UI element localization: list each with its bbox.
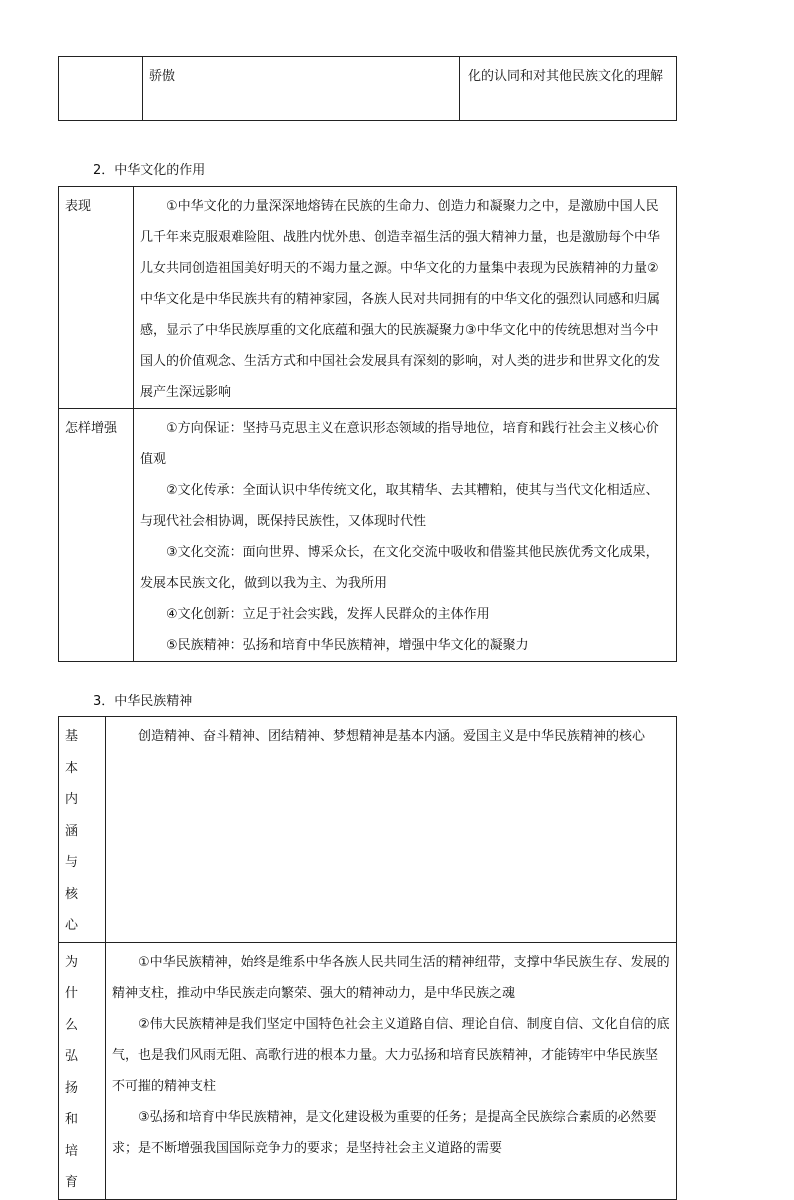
row-content (106, 942, 677, 1199)
paragraph: ②文化传承：全面认识中华传统文化，取其精华、去其糟粕，使其与当代文化相适应、与现代社会相协调，既保持民族性，又体现时代性 (140, 483, 659, 529)
row-label: 怎样增强 (59, 409, 134, 662)
table-row (59, 187, 677, 409)
paragraph: 创造精神、奋斗精神、团结精神、梦想精神是基本内涵。爱国主义是中华民族精神的核心 (138, 729, 646, 744)
section3-heading: 3．中华民族精神 (93, 694, 193, 709)
table-row (59, 942, 677, 1199)
row-label: 表现 (59, 187, 134, 409)
section3-table (58, 716, 677, 1200)
paragraph: ①中华民族精神，始终是维系中华各族人民共同生活的精神纽带，支撑中华民族生存、发展的精神支柱，推动中华民族走向繁荣、强大的精神动力，是中华民族之魂 (112, 954, 670, 1001)
paragraph: ④文化创新：立足于社会实践，发挥人民群众的主体作用 (166, 607, 490, 622)
table-row (59, 409, 677, 662)
row-label: 基本内涵与核心 (59, 717, 106, 943)
paragraph: ③弘扬和培育中华民族精神，是文化建设极为重要的任务；是提高全民族综合素质的必然要求；是不断增强我国国际竞争力的要求；是坚持社会主义道路的需要 (112, 1109, 657, 1156)
top-table-cell-1 (59, 57, 143, 121)
row-content (106, 717, 677, 943)
paragraph: ①中华文化的力量深深地熔铸在民族的生命力、创造力和凝聚力之中，是激励中国人民几千年来克服艰难险阻、战胜内忧外患、创造幸福生活的强大精神力量，也是激励每个中华儿女共同创造祖国美好明天的不竭力量之源。中华文化的力量集中表现为民族精神的力量②中华文化是中华民族共有的精神家园，各族人民对共同拥有的中华文化的强烈认同感和归属感，显示了中华民族厚重的文化底蕴和强大的民族凝聚力③中华文化中的传统思想对当今中国人的价值观念、生活方式和中国社会发展具有深刻的影响，对人类的进步和世界文化的发展产生深远影响 (140, 199, 661, 400)
row-content (134, 187, 677, 409)
paragraph: ①方向保证：坚持马克思主义在意识形态领域的指导地位，培育和践行社会主义核心价值观 (140, 421, 659, 467)
row-label: 为什么弘扬和培育 (59, 942, 106, 1199)
top-table (58, 56, 677, 121)
row-content (134, 409, 677, 662)
section2-heading: 2．中华文化的作用 (93, 163, 206, 178)
paragraph: ③文化交流：面向世界、博采众长，在文化交流中吸收和借鉴其他民族优秀文化成果，发展本民族文化，做到以我为主、为我所用 (140, 545, 659, 591)
paragraph: ②伟大民族精神是我们坚定中国特色社会主义道路自信、理论自信、制度自信、文化自信的底气，也是我们风雨无阻、高歌行进的根本力量。大力弘扬和培育民族精神，才能铸牢中华民族坚不可摧的精神支柱 (112, 1016, 670, 1094)
section2-table (58, 186, 677, 662)
top-table-cell-3: 化的认同和对其他民族文化的理解 (460, 57, 677, 121)
paragraph: ⑤民族精神：弘扬和培育中华民族精神，增强中华文化的凝聚力 (166, 638, 529, 653)
table-row (59, 717, 677, 943)
top-table-cell-2: 骄傲 (143, 57, 460, 121)
